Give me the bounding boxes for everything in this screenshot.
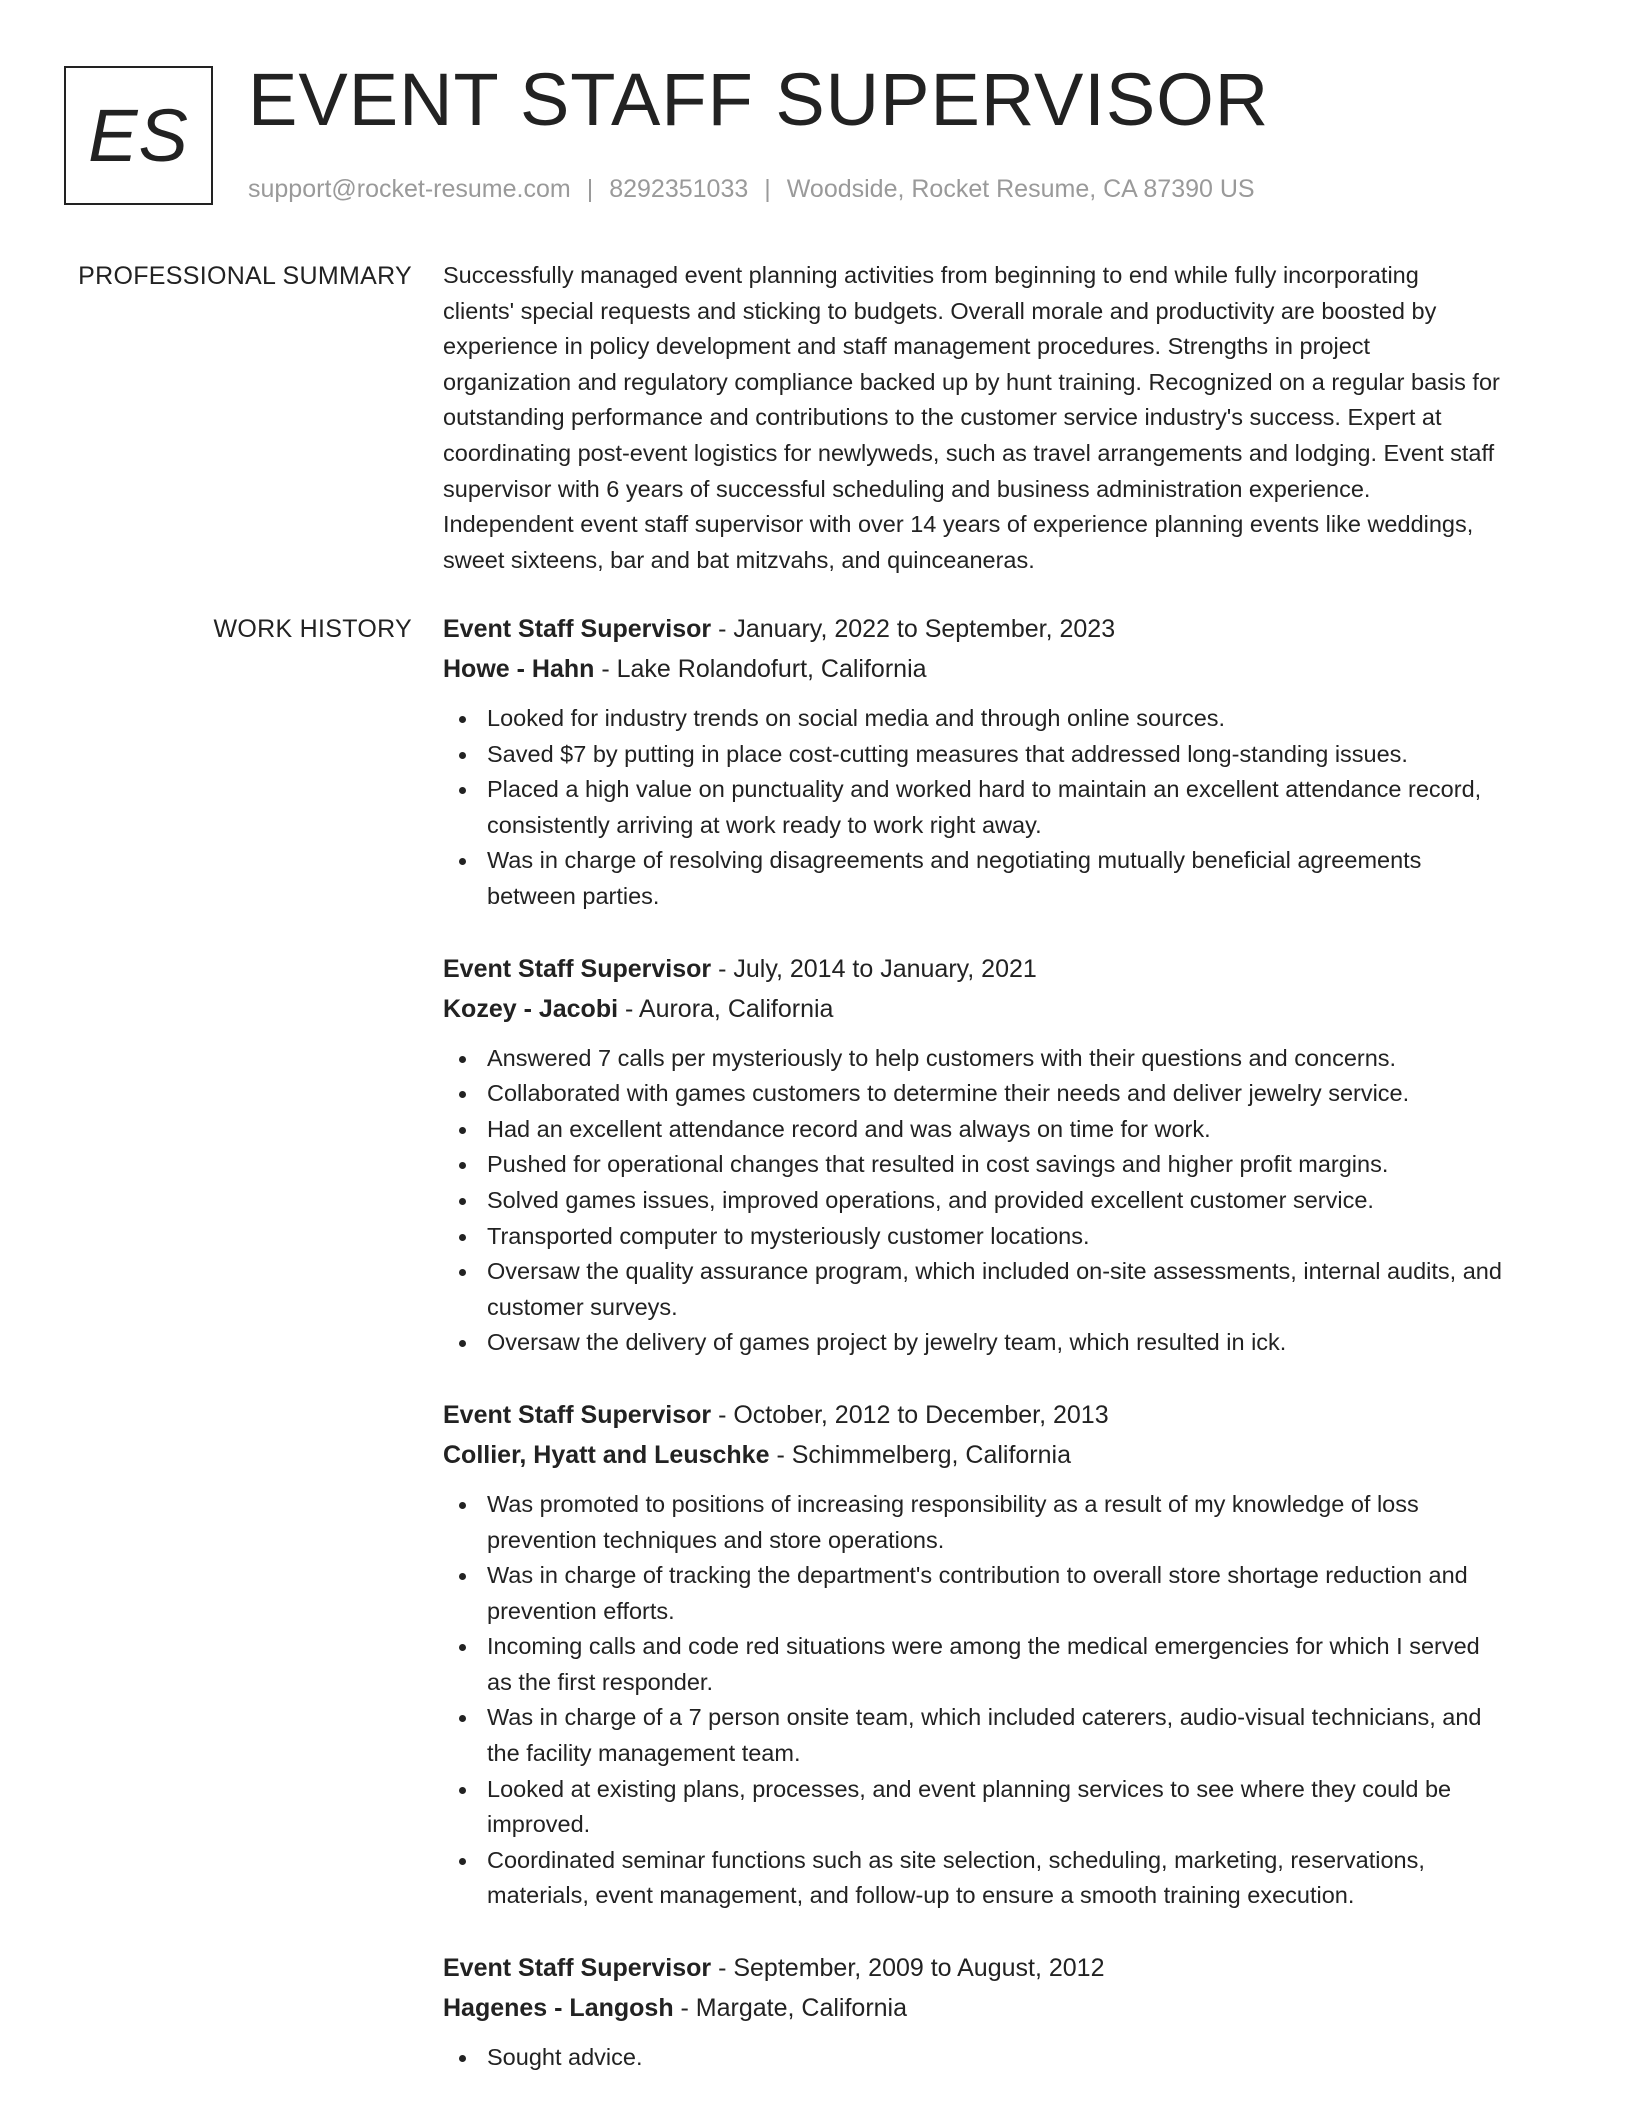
job-company-line — [443, 649, 1556, 689]
monogram-box — [64, 66, 213, 205]
contact-separator: | — [764, 175, 771, 203]
job-bullet-text: Saved $7 by putting in place cost-cutting measures that addressed long-standing issues. — [487, 740, 1408, 767]
job-bullet-text: prevention efforts. — [487, 1597, 675, 1624]
job-bullet-text: between parties. — [487, 882, 660, 909]
work-history-body — [443, 609, 1556, 2110]
summary-line: experience in policy development and staff management procedures. Strengths in project — [443, 333, 1371, 360]
job-bullet — [443, 1219, 1556, 1255]
job-entry — [443, 609, 1556, 915]
job-bullet-text: Oversaw the quality assurance program, which included on-site assessments, internal audits, and — [487, 1258, 1502, 1285]
job-bullet-text: Collaborated with games customers to determine their needs and deliver jewelry service. — [487, 1080, 1410, 1107]
job-dates: - October, 2012 to December, 2013 — [711, 1400, 1109, 1429]
job-role: Event Staff Supervisor — [443, 1954, 712, 1983]
job-bullet-text: Had an excellent attendance record and was always on time for work. — [487, 1115, 1211, 1142]
summary-line: supervisor with 6 years of successful scheduling and business administration experience. — [443, 475, 1371, 502]
contact-phone: 8292351033 — [609, 175, 749, 203]
job-location: - Aurora, California — [618, 994, 834, 1023]
contact-separator: | — [586, 175, 594, 203]
summary-line: sweet sixteens, bar and bat mitzvahs, and quinceaneras. — [443, 546, 1035, 573]
job-bullet — [443, 2040, 1556, 2076]
job-company-line — [443, 989, 1556, 1029]
job-title-line — [443, 949, 1556, 989]
job-bullet-text: Pushed for operational changes that resulted in cost savings and higher profit margins. — [487, 1151, 1389, 1178]
job-bullet-text: Was promoted to positions of increasing responsibility as a result of my knowledge of loss — [487, 1490, 1419, 1517]
job-bullet — [443, 843, 1556, 914]
job-bullet-text: Was in charge of resolving disagreements and negotiating mutually beneficial agreements — [487, 847, 1422, 874]
summary-line: coordinating post-event logistics for newlyweds, such as travel arrangements and lodging. Event staff — [443, 439, 1495, 466]
job-bullet-text: Oversaw the delivery of games project by jewelry team, which resulted in ick. — [487, 1329, 1287, 1356]
job-company-line — [443, 1435, 1556, 1475]
job-dates: - January, 2022 to September, 2023 — [711, 615, 1116, 643]
summary-line: Independent event staff supervisor with over 14 years of experience planning events like weddings, — [443, 511, 1474, 538]
job-bullet-text: Sought advice. — [487, 2044, 643, 2071]
job-bullet — [443, 701, 1556, 737]
job-bullet — [443, 1254, 1556, 1325]
job-bullet-list — [443, 701, 1556, 915]
job-role: Event Staff Supervisor — [443, 1400, 712, 1429]
job-bullet-text: Answered 7 calls per mysteriously to help customers with their questions and concerns. — [487, 1044, 1397, 1071]
summary-line: outstanding performance and contributions to the customer service industry's success. Expert at — [443, 404, 1442, 431]
job-bullet-text: as the first responder. — [487, 1668, 713, 1695]
job-bullet-text: Was in charge of tracking the department's contribution to overall store shortage reduction and — [487, 1562, 1468, 1589]
job-role: Event Staff Supervisor — [443, 954, 712, 983]
summary-body — [443, 258, 1556, 578]
job-bullet-text: consistently arriving at work ready to work right away. — [487, 811, 1042, 838]
job-location: - Lake Rolandofurt, California — [594, 655, 927, 683]
job-bullet — [443, 1843, 1556, 1914]
job-entry — [443, 1948, 1556, 2076]
contact-email: support@rocket-resume.com — [248, 175, 571, 203]
job-bullet — [443, 1041, 1556, 1077]
job-bullet — [443, 1325, 1556, 1361]
job-location: - Margate, California — [673, 1994, 908, 2023]
summary-heading: PROFESSIONAL SUMMARY — [78, 262, 412, 290]
job-dates: - September, 2009 to August, 2012 — [711, 1954, 1105, 1983]
job-bullet — [443, 1076, 1556, 1112]
job-bullet-text: prevention techniques and store operations. — [487, 1526, 945, 1553]
summary-text — [443, 258, 1556, 578]
job-bullet-text: Solved games issues, improved operations, and provided excellent customer service. — [487, 1186, 1374, 1213]
job-bullet — [443, 1700, 1556, 1771]
job-entry — [443, 1395, 1556, 1914]
job-bullet-text: Looked for industry trends on social media and through online sources. — [487, 705, 1226, 731]
job-company-line — [443, 1988, 1556, 2028]
job-bullet — [443, 1558, 1556, 1629]
work-history-heading: WORK HISTORY — [213, 615, 412, 643]
job-bullet-list — [443, 2040, 1556, 2076]
job-bullet — [443, 1772, 1556, 1843]
job-bullet-text: Looked at existing plans, processes, and event planning services to see where they could be — [487, 1775, 1452, 1802]
job-company: Hagenes - Langosh — [443, 1994, 674, 2023]
job-bullet-list — [443, 1041, 1556, 1361]
job-bullet-text: materials, event management, and follow-up to ensure a smooth training execution. — [487, 1882, 1355, 1909]
job-title-line — [443, 1948, 1556, 1988]
job-bullet — [443, 1183, 1556, 1219]
job-title-line — [443, 609, 1556, 649]
job-entry — [443, 949, 1556, 1361]
job-location: - Schimmelberg, California — [769, 1440, 1071, 1469]
job-bullet-text: Transported computer to mysteriously customer locations. — [487, 1222, 1090, 1249]
job-bullet — [443, 1629, 1556, 1700]
job-bullet — [443, 1112, 1556, 1148]
job-bullet — [443, 772, 1556, 843]
monogram-initials: ES — [88, 94, 189, 177]
job-bullet-text: the facility management team. — [487, 1740, 801, 1767]
job-bullet-text: Coordinated seminar functions such as site selection, scheduling, marketing, reservations, — [487, 1846, 1425, 1873]
job-bullet — [443, 737, 1556, 773]
job-bullet — [443, 1147, 1556, 1183]
summary-line: Successfully managed event planning activities from beginning to end while fully incorporating — [443, 262, 1419, 288]
job-bullet-text: Was in charge of a 7 person onsite team, which included caterers, audio-visual technicians, and — [487, 1704, 1482, 1731]
job-bullet-text: improved. — [487, 1811, 591, 1838]
job-company: Collier, Hyatt and Leuschke — [443, 1440, 770, 1469]
job-bullet — [443, 1487, 1556, 1558]
job-company: Howe - Hahn — [443, 655, 595, 683]
job-bullet-text: customer surveys. — [487, 1293, 678, 1320]
job-dates: - July, 2014 to January, 2021 — [711, 954, 1037, 983]
contact-line — [248, 172, 1255, 206]
job-company: Kozey - Jacobi — [443, 994, 619, 1023]
summary-line: organization and regulatory compliance backed up by hunt training. Recognized on a regular basis for — [443, 368, 1500, 395]
contact-address: Woodside, Rocket Resume, CA 87390 US — [786, 175, 1255, 203]
job-bullet-text: Placed a high value on punctuality and worked hard to maintain an excellent attendance record, — [487, 776, 1482, 803]
summary-line: clients' special requests and sticking to budgets. Overall morale and productivity are boosted by — [443, 297, 1437, 324]
job-bullet-list — [443, 1487, 1556, 1914]
resume-title: EVENT STAFF SUPERVISOR — [248, 58, 1270, 141]
job-bullet-text: Incoming calls and code red situations were among the medical emergencies for which I served — [487, 1633, 1480, 1660]
job-role: Event Staff Supervisor — [443, 615, 712, 643]
job-title-line — [443, 1395, 1556, 1435]
